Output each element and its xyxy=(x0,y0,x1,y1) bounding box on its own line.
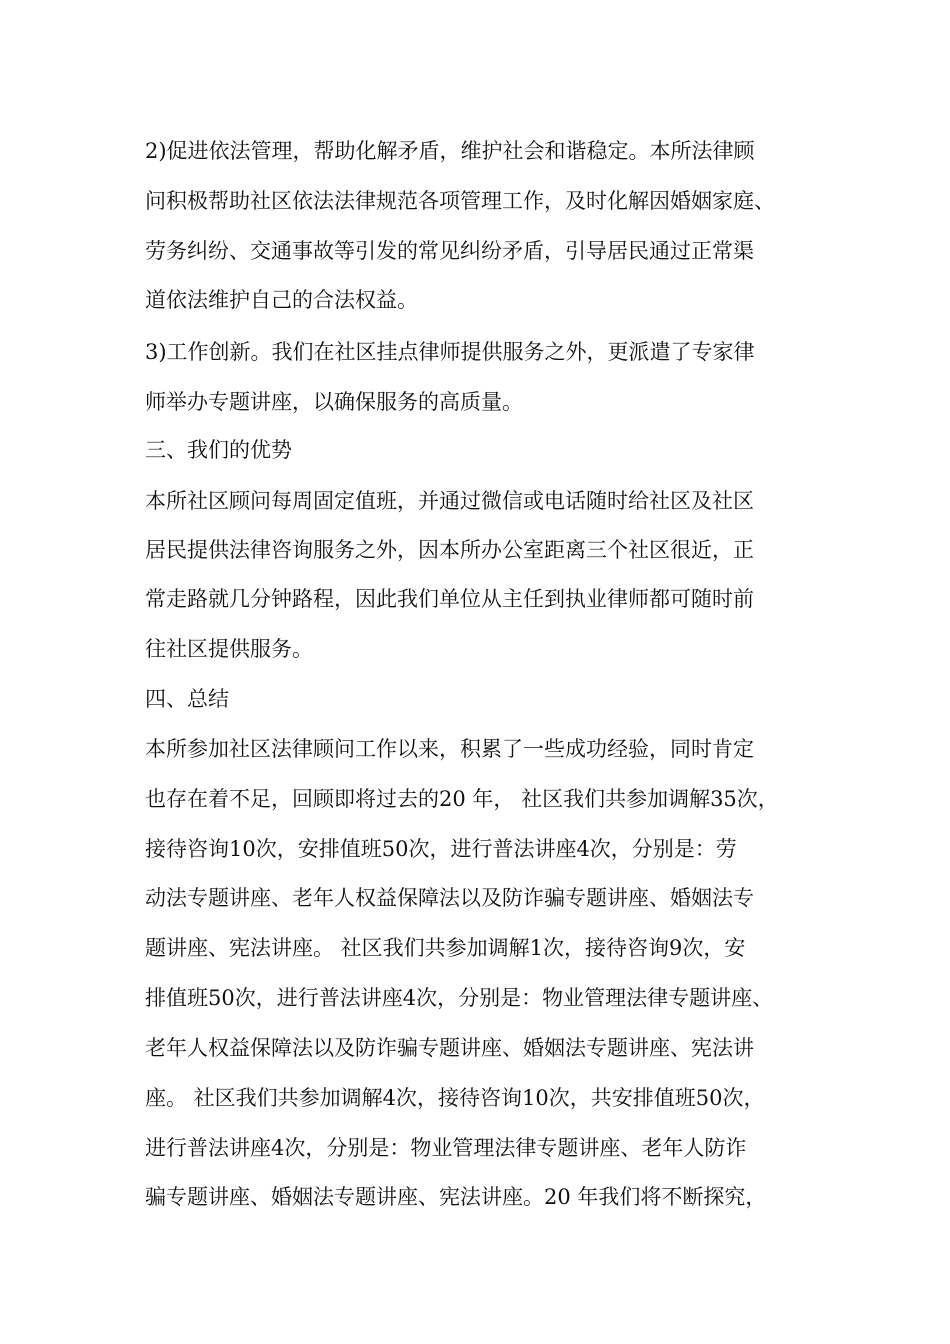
text-line: 座。 社区我们共参加调解4次，接待咨询10次，共安排值班50次， xyxy=(145,1086,765,1110)
text-line: 劳务纠纷、交通事故等引发的常见纠纷矛盾，引导居民通过正常渠 xyxy=(145,239,754,263)
text-line: 排值班50次，进行普法讲座4次，分别是：物业管理法律专题讲座、 xyxy=(145,986,774,1010)
text-line: 常走路就几分钟路程，因此我们单位从主任到执业律师都可随时前 xyxy=(145,587,754,611)
text-line: 师举办专题讲座，以确保服务的高质量。 xyxy=(145,390,523,414)
text-line: 老年人权益保障法以及防诈骗专题讲座、婚姻法专题讲座、宪法讲 xyxy=(145,1036,754,1060)
text-line: 居民提供法律咨询服务之外，因本所办公室距离三个社区很近，正 xyxy=(145,538,754,562)
text-line: 问积极帮助社区依法法律规范各项管理工作，及时化解因婚姻家庭、 xyxy=(145,189,775,213)
text-line: 题讲座、宪法讲座。 社区我们共参加调解1次，接待咨询9次，安 xyxy=(145,936,746,960)
text-line: 本所参加社区法律顾问工作以来，积累了一些成功经验，同时肯定 xyxy=(145,737,754,761)
text-line: 接待咨询10次，安排值班50次，进行普法讲座4次，分别是：劳 xyxy=(145,837,737,861)
text-line: 进行普法讲座4次，分别是：物业管理法律专题讲座、老年人防诈 xyxy=(145,1136,747,1160)
text-line: 2)促进依法管理，帮助化解矛盾，维护社会和谐稳定。本所法律顾 xyxy=(145,139,755,163)
text-line: 动法专题讲座、老年人权益保障法以及防诈骗专题讲座、婚姻法专 xyxy=(145,886,754,910)
section-heading: 四、总结 xyxy=(145,687,229,711)
text-line: 也存在着不足，回顾即将过去的20 年， 社区我们共参加调解35次， xyxy=(145,787,779,811)
text-line: 本所社区顾问每周固定值班，并通过微信或电话随时给社区及社区 xyxy=(145,489,754,513)
text-line: 骗专题讲座、婚姻法专题讲座、宪法讲座。20 年我们将不断探究， xyxy=(145,1185,767,1209)
section-heading: 三、我们的优势 xyxy=(145,438,292,462)
text-line: 往社区提供服务。 xyxy=(145,637,313,661)
text-line: 3)工作创新。我们在社区挂点律师提供服务之外，更派遣了专家律 xyxy=(145,340,755,364)
text-line: 道依法维护自己的合法权益。 xyxy=(145,288,418,312)
